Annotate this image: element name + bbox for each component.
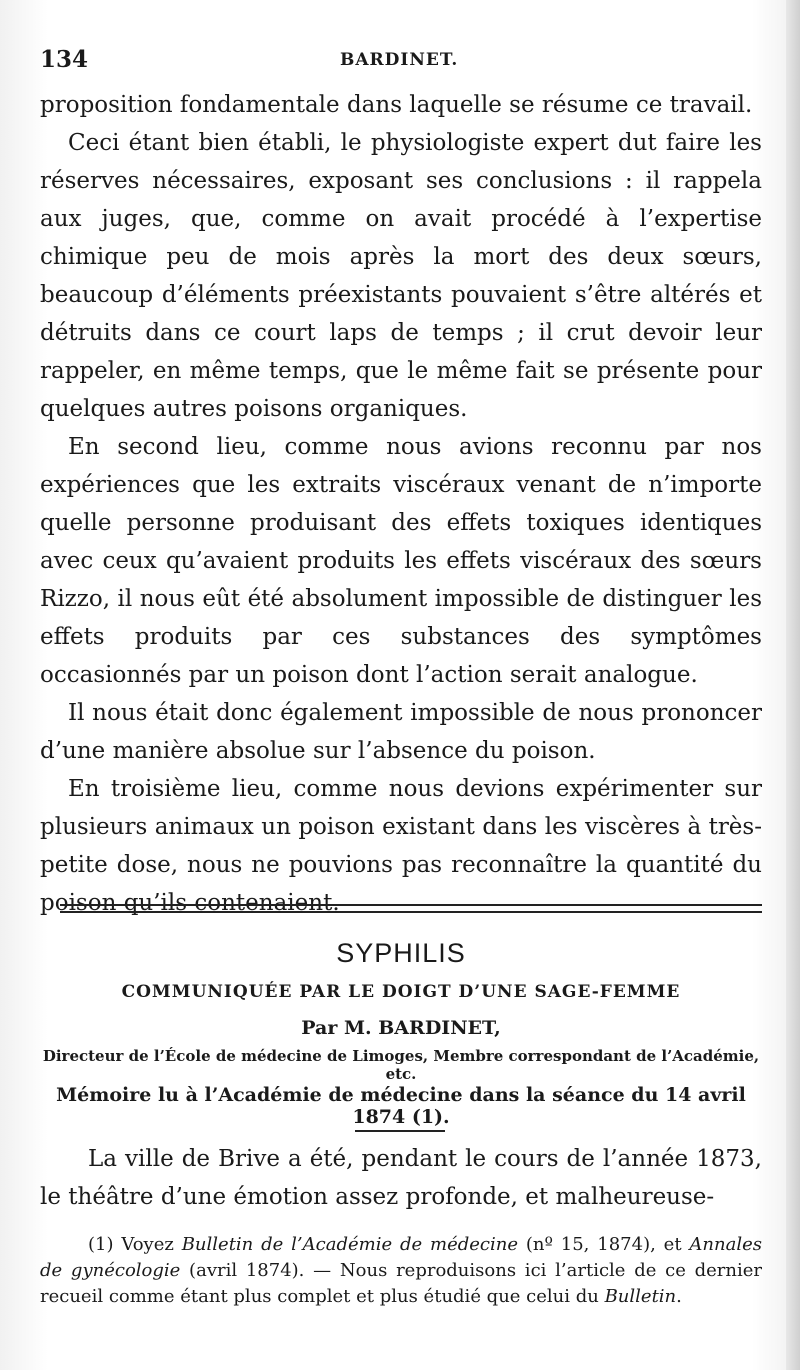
short-divider xyxy=(355,1130,445,1132)
author-affiliation: Directeur de l’École de médecine de Limoges, Membre correspondant de l’Académie, etc. xyxy=(42,1047,760,1083)
body-text xyxy=(40,86,762,922)
article-title: SYPHILIS xyxy=(336,938,466,968)
article-subtitle: COMMUNIQUÉE PAR LE DOIGT D’UNE SAGE-FEMME xyxy=(121,982,681,1002)
footnote-text-part: (nº 15, 1874), et xyxy=(517,1234,690,1255)
footnote-end: . xyxy=(676,1286,682,1307)
footnote-ref-annales: Annales de gynécologie xyxy=(40,1234,762,1281)
paragraph-opening: La ville de Brive a été, pendant le cours de l’année 1873, le théâtre d’une émotion assez profonde, et malheureuse- xyxy=(40,1146,762,1210)
section-divider xyxy=(60,904,762,913)
running-title: BARDINET. xyxy=(340,50,459,70)
footnote-ref-bulletin-short: Bulletin xyxy=(604,1286,677,1307)
paragraph: Il nous était donc également impossible de nous prononcer d’une manière absolue sur l’absence du poison. xyxy=(40,700,762,764)
paragraph: En second lieu, comme nous avions reconnu par nos expériences que les extraits viscéraux venant de n’importe quelle personne produisant des effets toxiques identiques avec ceux qu’avaient produits les effets viscéraux des sœurs Rizzo, il nous eût été absolument impossible de distinguer les effets produits par ces substances des symptômes occasionnés par un poison dont l’action serait analogue. xyxy=(40,434,762,688)
footnote-text xyxy=(40,1232,762,1310)
footnote-marker: (1) Voyez xyxy=(88,1234,182,1255)
paragraph-continuation: proposition fondamentale dans laquelle se résume ce travail. xyxy=(40,92,753,118)
page-header xyxy=(40,46,760,76)
page-edge-shadow xyxy=(786,0,800,1370)
memoir-note: Mémoire lu à l’Académie de médecine dans la séance du 14 avril 1874 (1). xyxy=(56,1084,746,1128)
paragraph: Ceci étant bien établi, le physiologiste expert dut faire les réserves nécessaires, exposant ses conclusions : il rappela aux juges, que, comme on avait procédé à l’expertise chimique peu de mois après la mort des deux sœurs, beaucoup d’éléments préexistants pouvaient s’être altérés et détruits dans ce court laps de temps ; il crut devoir leur rappeler, en même temps, que le même fait se présente pour quelques autres poisons organiques. xyxy=(40,130,762,422)
page-number: 134 xyxy=(40,46,89,73)
footnote xyxy=(40,1232,762,1310)
article-byline: Par M. BARDINET, xyxy=(301,1017,501,1039)
article-body xyxy=(40,1140,762,1216)
footnote-text-part: (avril 1874). — Nous reproduisons ici l’article de ce dernier recueil comme étant plus complet et plus étudié que celui du xyxy=(40,1260,762,1307)
footnote-ref-bulletin: Bulletin de l’Académie de médecine xyxy=(181,1234,518,1255)
paragraph: En troisième lieu, comme nous devions expérimenter sur plusieurs animaux un poison existant dans les viscères à très-petite dose, nous ne pouvions pas reconnaître la quantité du poison qu’ils contenaient. xyxy=(40,776,762,916)
